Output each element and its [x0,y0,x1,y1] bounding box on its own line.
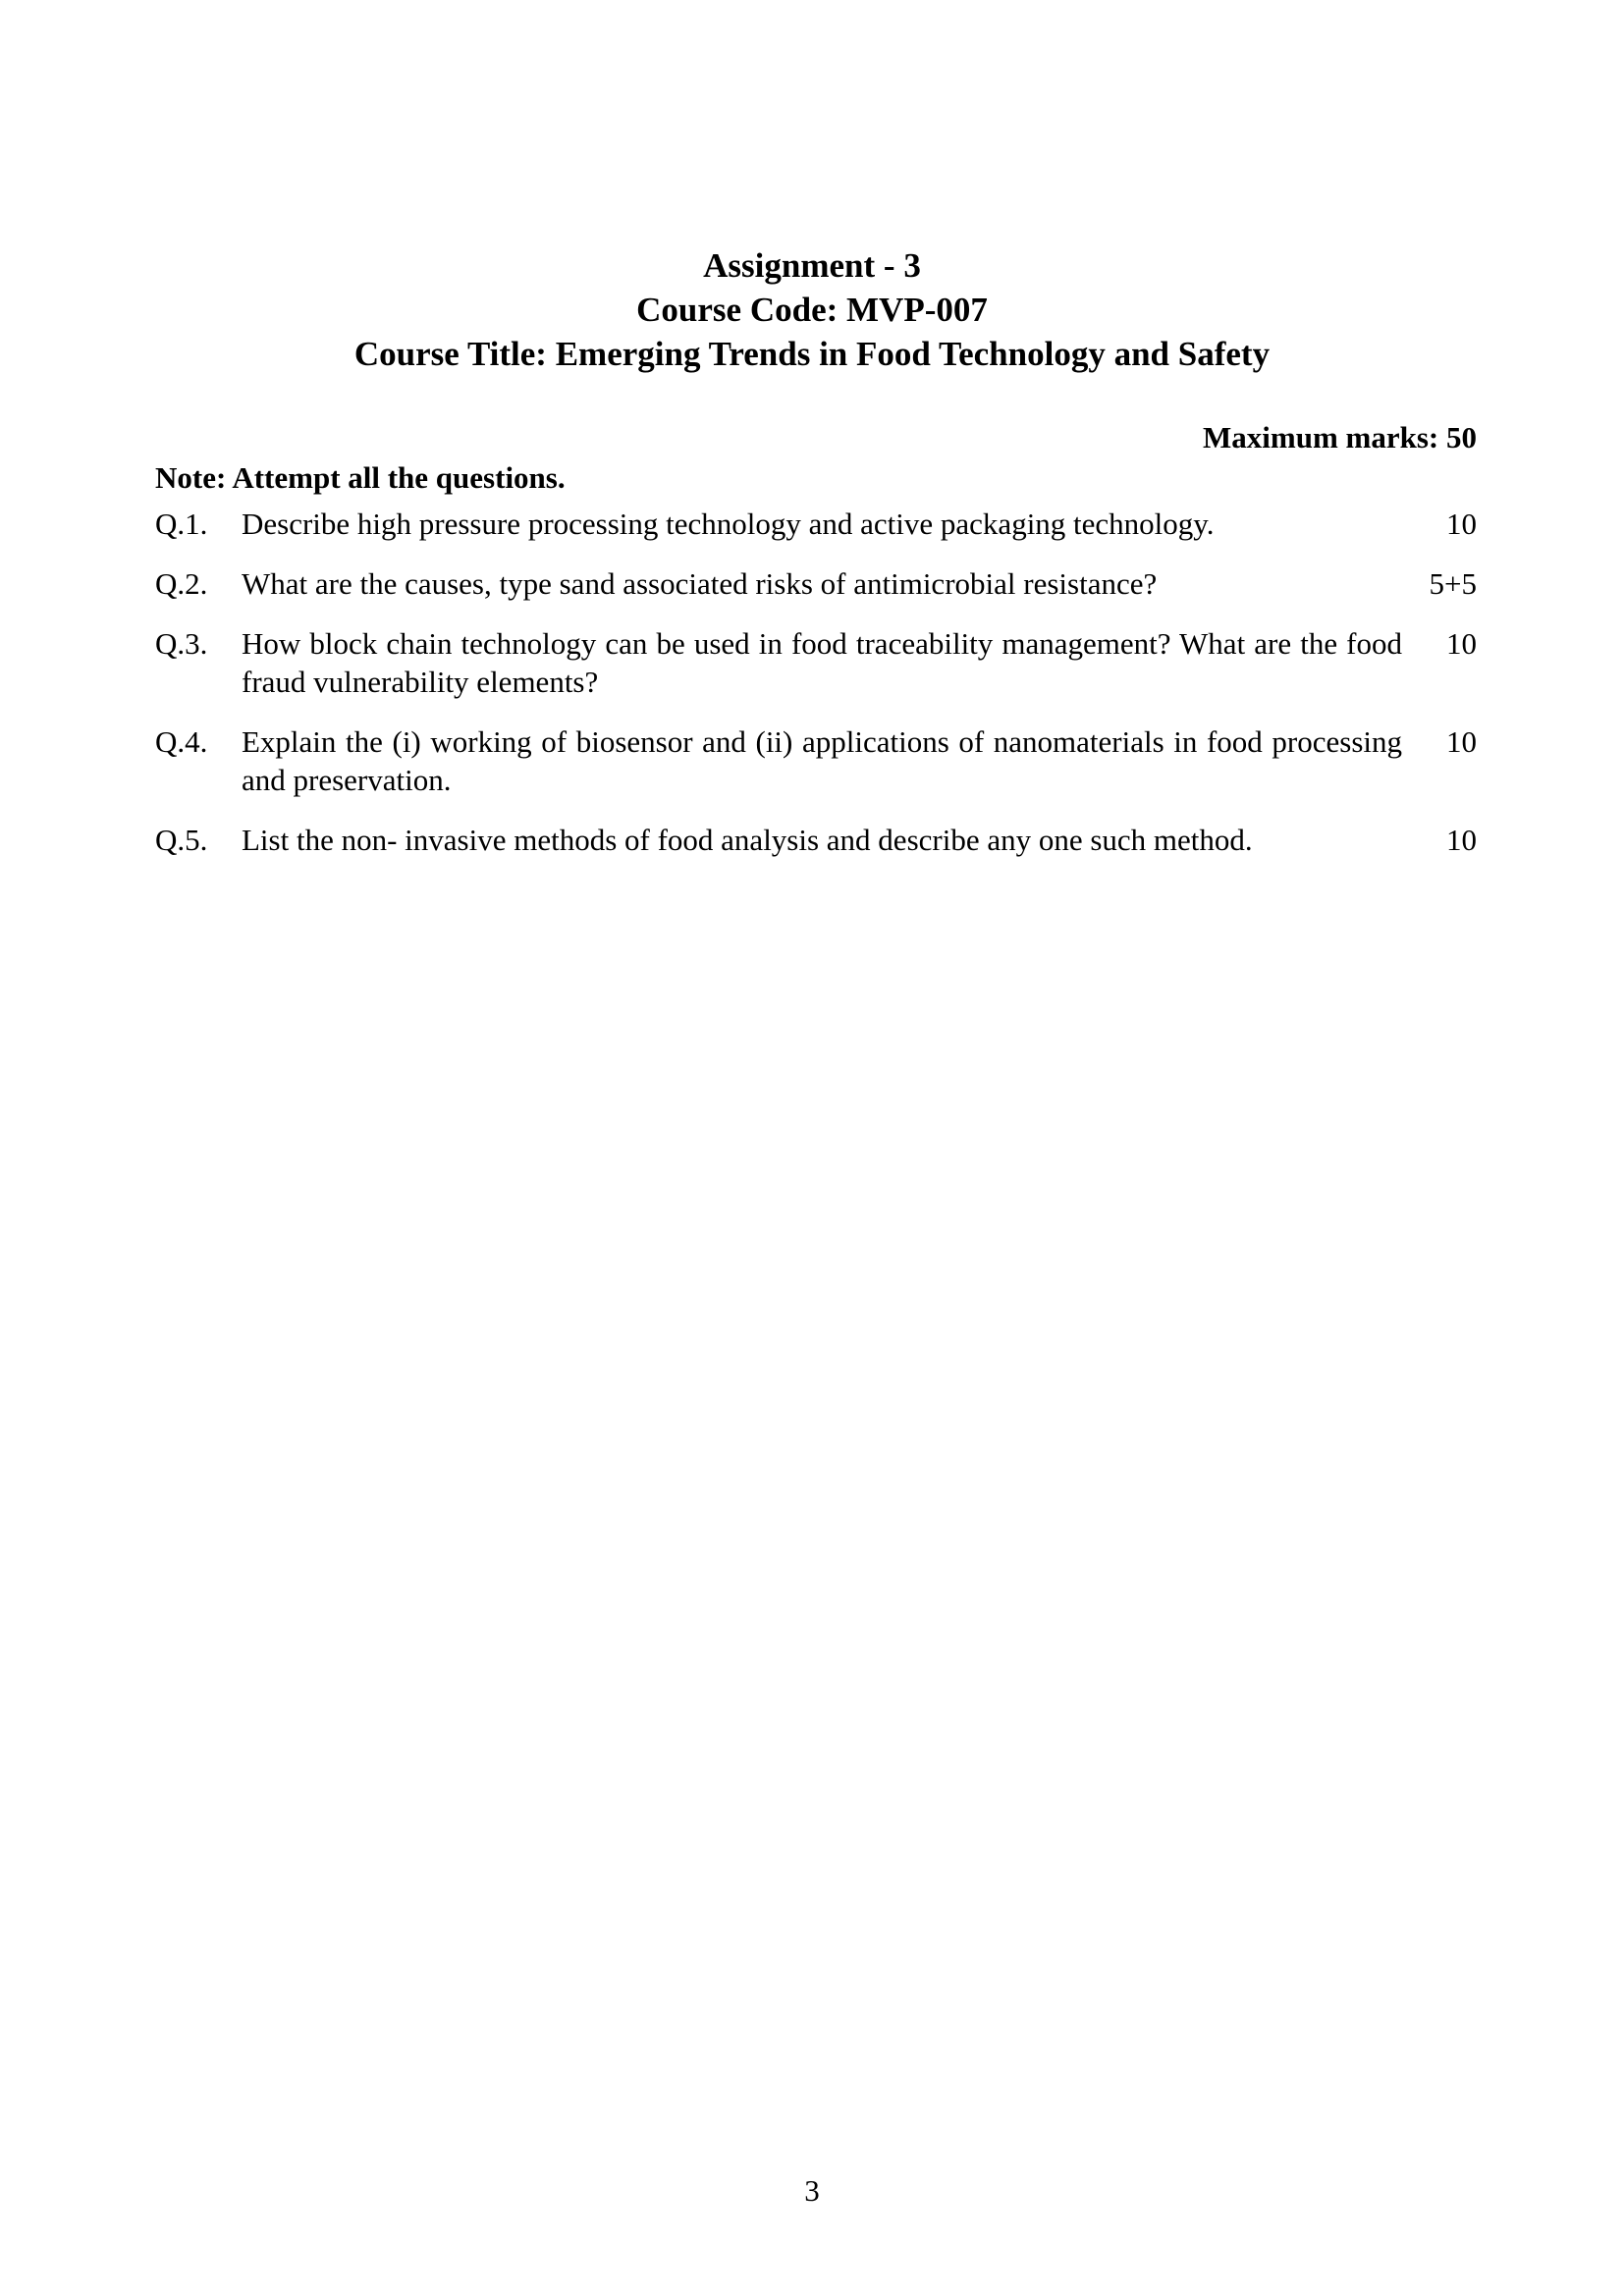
question-number: Q.2. [155,566,208,601]
instruction-note: Note: Attempt all the questions. [155,460,566,495]
question-number: Q.4. [155,724,208,759]
question-item [155,505,1477,543]
maximum-marks: Maximum marks: 50 [1203,420,1477,454]
assignment-header [0,243,1624,376]
question-number: Q.1. [155,507,208,541]
question-item [155,564,1477,603]
question-item [155,624,1477,701]
question-item [155,821,1477,859]
course-title: Course Title: Emerging Trends in Food Technology and Safety [353,335,1271,373]
question-item [155,722,1477,799]
question-marks: 10 [1446,823,1477,857]
question-text: What are the causes, type sand associated risks of antimicrobial resistance? [242,566,1158,601]
question-text: Explain the (i) working of biosensor and (ii) applications of nanomaterials in food processing and preservation. [242,724,1402,797]
question-text: Describe high pressure processing technology and active packaging technology. [242,507,1215,541]
question-list [155,505,1477,881]
question-text: List the non- invasive methods of food analysis and describe any one such method. [242,823,1253,857]
question-marks: 5+5 [1429,566,1477,601]
question-marks: 10 [1446,626,1477,661]
question-text: How block chain technology can be used in food traceability management? What are the food fraud vulnerability elements? [242,626,1402,699]
question-number: Q.5. [155,823,208,857]
question-marks: 10 [1446,507,1477,541]
course-code: Course Code: MVP-007 [636,291,988,329]
question-number: Q.3. [155,626,208,661]
question-marks: 10 [1446,724,1477,759]
assignment-title: Assignment - 3 [703,246,921,285]
page-number: 3 [804,2173,820,2208]
